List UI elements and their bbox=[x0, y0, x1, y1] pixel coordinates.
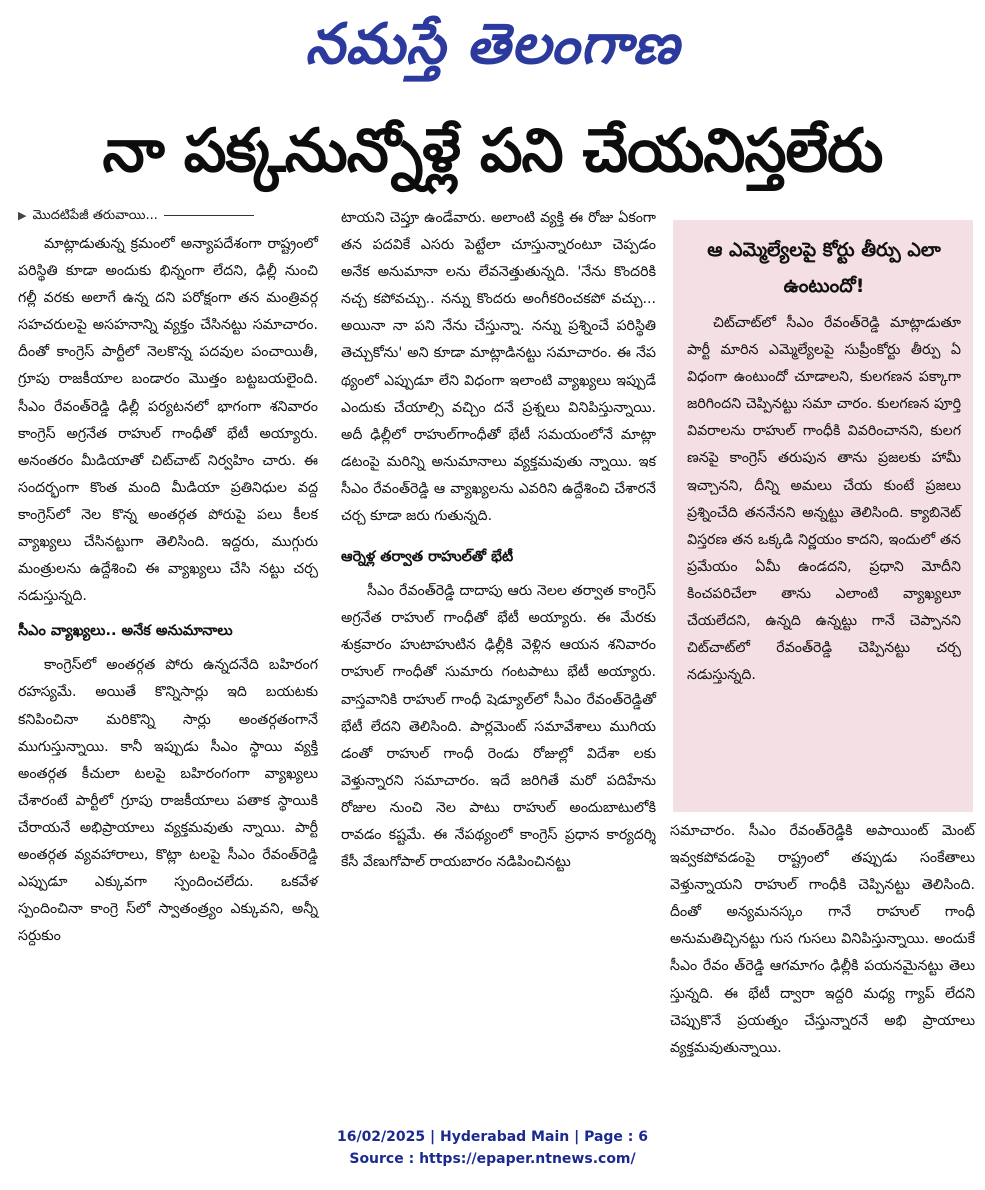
edition-info: 16/02/2025 | Hyderabad Main | Page : 6 bbox=[336, 1129, 649, 1145]
article-paragraph: సీఎం రేవంత్‌రెడ్డి దాదాపు ఆరు నెలల తర్వాత కాంగ్రెస్ అగ్రనేత రాహుల్ గాంధీతో భేటీ అయ్యారు. ఈ మేరకు శుక్రవారం హుటాహుటిన ఢిల్లీకి వెళ్లిన ఆయన శనివారం రాహుల్ గాంధీతో సుమారు గంటపాటు భేటీ అయ్యారు. వాస్తవానికి రాహుల్ గాంధీ షెడ్యూల్‌లో సీఎం రేవంత్‌రెడ్డితో భేటీ లేదని తెలిసింది. పార్లమెంట్ సమావేశాలు ముగియ డంతో రాహుల్ గాంధీ రెండు రోజుల్లో విదేశా లకు వెళ్తున్నారని సమాచారం. ఇదే జరిగితే మరో పదిహేను రోజుల నుంచి నెల పాటు రాహుల్ అందుబాటులోకి రావడం కష్టమే. ఈ నేపథ్యంలో కాంగ్రెస్ ప్రధాన కార్యదర్శి కేసీ వేణుగోపాల్ రాయబారం నడిపించినట్టు bbox=[341, 583, 656, 871]
sidebar-box bbox=[673, 220, 973, 812]
continuation-label bbox=[18, 205, 318, 227]
article-paragraph: టాయని చెప్తూ ఉండేవారు. అలాంటి వ్యక్తి ఈ రోజు ఏకంగా తన పదవికే ఎసరు పెట్టేలా చూస్తున్నారంటూ చెప్పడం అనేక అనుమానా లను లేవనెత్తుతున్నది. 'నేను కొందరికి నచ్చ కపోవచ్చు.. నన్ను కొందరు అంగీకరించకపో వచ్చు... అయినా నా పని నేను చేస్తున్నా. నన్ను ప్రశ్నించే పరిస్థితి తెచ్చుకోను' అని కూడా మాట్లాడినట్టు సమాచారం. ఈ నేప థ్యంలో ఎప్పుడూ లేని విధంగా ఇలాంటి వ్యాఖ్యలు ఇప్పుడే ఎందుకు చేయాల్సి వచ్చిం దనే ప్రశ్నలు వినిపిస్తున్నాయి. అదీ ఢిల్లీలో రాహుల్‌గాంధీతో భేటీ సమయంలోనే మాట్లా డటంపై మరిన్ని అనుమానాలు వ్యక్తమవుతు న్నాయి. ఇక సీఎం రేవంత్‌రెడ్డి ఆ వ్యాఖ్యలను ఎవరిని ఉద్దేశించి చేశారనే చర్చ కూడా జరు గుతున్నది. bbox=[341, 210, 656, 525]
article-column-2 bbox=[341, 205, 656, 876]
subheading-text: ఆర్నెళ్ల తర్వాత రాహుల్‌తో భేటీ bbox=[341, 549, 514, 566]
sidebar-box-title: ఆ ఎమ్మెల్యేలపై కోర్టు తీర్పు ఎలా ఉంటుందో! bbox=[707, 239, 941, 297]
source-link[interactable]: Source : https://epaper.ntnews.com/ bbox=[349, 1151, 636, 1167]
page-footer bbox=[0, 1126, 985, 1170]
subheading-text: సీఎం వ్యాఖ్యలు.. అనేక అనుమానాలు bbox=[18, 623, 233, 640]
continuation-text: మొదటిపేజీ తరువాయి... bbox=[32, 208, 158, 223]
article-column-3 bbox=[670, 818, 975, 1062]
section-subheading bbox=[341, 544, 656, 570]
article-column-1 bbox=[18, 205, 318, 950]
masthead-logo: నమస్తే తెలంగాణ bbox=[305, 12, 680, 77]
section-subheading bbox=[18, 618, 318, 644]
article-paragraph: మాట్లాడుతున్న క్రమంలో అన్యాపదేశంగా రాష్ట్రంలో పరిస్థితి కూడా అందుకు భిన్నంగా లేదని, ఢిల్లీ నుంచి గల్లీ వరకు అలాగే ఉన్న దని పరోక్షంగా తన మంత్రివర్గ సహచరులపై అసహనాన్ని వ్యక్తం చేసినట్టు సమాచారం. దీంతో కాంగ్రెస్ పార్టీలో నెలకొన్న పదవుల పంచాయితీ, గ్రూపు రాజకీయాల బండారం మొత్తం బట్టబయలైంది. సీఎం రేవంత్‌రెడ్డి ఢిల్లీ పర్యటనలో భాగంగా శనివారం కాంగ్రెస్ అగ్రనేత రాహుల్ గాంధీతో భేటీ అయ్యారు. అనంతరం మీడియాతో చిట్‌చాట్ నిర్వహిం చారు. ఈ సందర్భంగా కొంత మంది మీడియా ప్రతినిధుల వద్ద కాంగ్రెస్‌లో నెల కొన్న అంతర్గత పోరుపై పలు కీలక వ్యాఖ్యలు చేసినట్టుగా తెలిసింది. ఇద్దరు, ముగ్గురు మంత్రులను ఉద్దేశించి ఈ వ్యాఖ్యలు చేసి నట్టు చర్చ నడుస్తున్నది. bbox=[18, 236, 318, 605]
article-headline: నా పక్కనున్నోళ్లే పని చేయనిస్తలేరు bbox=[102, 116, 883, 186]
article-paragraph: సమాచారం. సీఎం రేవంత్‌రెడ్డికి అపాయింట్ మెంట్ ఇవ్వకపోవడంపై రాష్ట్రంలో తప్పుడు సంకేతాలు వెళ్తున్నాయని రాహుల్ గాంధీకి చెప్పినట్టు తెలిసింది. దీంతో అన్యమనస్కం గానే రాహుల్ గాంధీ అనుమతిచ్చినట్టు గుస గుసలు వినిపిస్తున్నాయి. అందుకే సీఎం రేవం త్‌రెడ్డి ఆగమాగం ఢిల్లీకి పయనమైనట్టు తెలు స్తున్నది. ఈ భేటీ ద్వారా ఇద్దరి మధ్య గ్యాప్ లేదని చెప్పుకొనే ప్రయత్నం చేస్తున్నారనే అభి ప్రాయాలు వ్యక్తమవుతున్నాయి. bbox=[670, 823, 975, 1056]
chevron-right-icon: ▶ bbox=[18, 209, 27, 222]
sidebar-box-body: చిట్‌చాట్‌లో సీఎం రేవంత్‌రెడ్డి మాట్లాడుతూ పార్టీ మారిన ఎమ్మెల్యేలపై సుప్రీంకోర్టు తీర్పు ఏ విధంగా ఉంటుందో చూడాలని, కులగణన పక్కాగా జరిగిందని చెప్పినట్టు సమా చారం. కులగణన పూర్తి వివరాలను రాహుల్ గాంధీకి వివరించానని, కులగ ణనపై కాంగ్రెస్ తరుపున తాను ప్రజలకు హామీ ఇచ్చానని, దీన్ని అమలు చేయ కుంటే ప్రజలు ప్రశ్నించేది తననేనని అన్నట్టు తెలిసింది. క్యాబినెట్ విస్తరణ తన ఒక్కడి నిర్ణయం కాదని, ఇందులో తన ప్రమేయం ఏమీ ఉండదని, ప్రధాని మోదీని కించపరిచేలా తాను ఎలాంటి వ్యాఖ్యలూ చేయలేదని, ఉన్నది ఉన్నట్టు గానే చెప్పానని చిట్‌చాట్‌లో రేవంత్‌రెడ్డి చెప్పినట్టు చర్చ నడుస్తున్నది. bbox=[687, 315, 961, 684]
article-paragraph: కాంగ్రెస్‌లో అంతర్గత పోరు ఉన్నదనేది బహిరంగ రహస్యమే. అయితే కొన్నిసార్లు ఇది బయటకు కనిపించినా మరికొన్ని సార్లు అంతర్గతంగానే ముగుస్తున్నాయి. కానీ ఇప్పుడు సీఎం స్థాయి వ్యక్తి అంతర్గత కీచులా టలపై బహిరంగంగా వ్యాఖ్యలు చేశారంటే పార్టీలో గ్రూపు రాజకీయాలు పతాక స్థాయికి చేరాయనే అభిప్రాయాలు వ్యక్తమవుతు న్నాయి. పార్టీ అంతర్గత వ్యవహారాలు, కొట్లా టలపై సీఎం రేవంత్‌రెడ్డి ఎప్పుడూ ఎక్కువగా స్పందించలేదు. ఒకవేళ స్పందించినా కాంగ్రె స్‌లో స్వాతంత్ర్యం ఎక్కువని, అన్నీ సర్దుకుం bbox=[18, 657, 318, 945]
divider bbox=[164, 215, 254, 216]
